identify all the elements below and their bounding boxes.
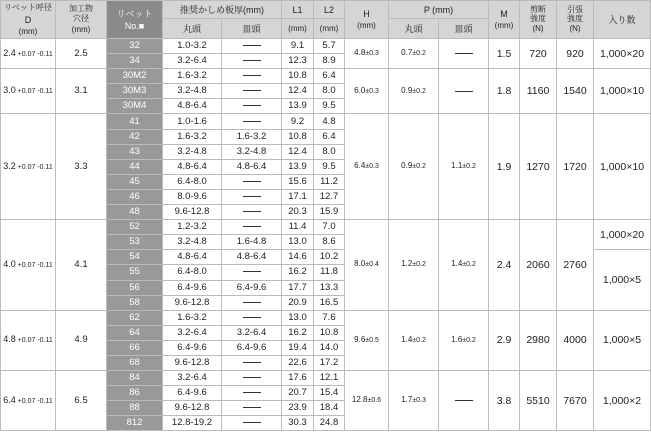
grip-round: 3.2-4.8	[163, 144, 222, 159]
grip-round: 3.2-4.8	[163, 84, 222, 99]
p-countersunk-value	[439, 114, 489, 220]
l2-value: 10.8	[314, 325, 345, 340]
header-p-countersunk: 皿頭	[439, 19, 489, 39]
grip-countersunk: 4.8-6.4	[222, 250, 282, 265]
tol-value: 0.7	[401, 48, 413, 58]
l1-value: 19.4	[282, 340, 314, 355]
rivet-no: 86	[107, 386, 163, 401]
l2-value: 11.8	[314, 265, 345, 280]
m-value: 2.9	[489, 310, 520, 370]
tol-value: 1.4	[451, 259, 463, 269]
rivet-no: 66	[107, 340, 163, 355]
h-value	[345, 220, 389, 311]
rivet-no: 84	[107, 371, 163, 386]
grip-round: 4.8-6.4	[163, 99, 222, 114]
table-row	[1, 114, 651, 129]
rivet-diameter	[1, 310, 56, 370]
tol-value: 1.7	[401, 395, 413, 405]
dash-mark	[243, 422, 261, 423]
tol-value: 6.4	[354, 161, 366, 171]
hole-diameter: 2.5	[56, 39, 107, 69]
grip-round: 6.4-9.6	[163, 386, 222, 401]
grip-countersunk	[222, 310, 282, 325]
header-quantity: 入り数	[594, 1, 651, 39]
table-row	[1, 310, 651, 325]
tol-range: ±0.5	[365, 336, 379, 344]
diameter-value: 4.8	[3, 334, 16, 345]
tol-range: ±0.2	[412, 261, 426, 269]
grip-round: 6.4-9.6	[163, 340, 222, 355]
rivet-no: 58	[107, 295, 163, 310]
grip-round: 9.6-12.8	[163, 401, 222, 416]
header-l1: L1	[282, 1, 314, 19]
l1-value: 13.9	[282, 159, 314, 174]
l1-value: 20.9	[282, 295, 314, 310]
grip-countersunk	[222, 39, 282, 54]
hole-diameter: 4.9	[56, 310, 107, 370]
rivet-no: 46	[107, 189, 163, 204]
grip-round: 3.2-6.4	[163, 325, 222, 340]
shear-value: 5510	[520, 371, 557, 431]
hole-diameter: 3.1	[56, 69, 107, 114]
diameter-tolerance: +0.07 -0.11	[15, 88, 53, 96]
quantity-value: 1,000×10	[594, 69, 651, 114]
hole-diameter: 6.5	[56, 371, 107, 431]
l2-value: 8.6	[314, 235, 345, 250]
diameter-tolerance: +0.07 -0.11	[15, 337, 53, 345]
table-row	[1, 220, 651, 235]
l1-value: 13.0	[282, 310, 314, 325]
diameter-value: 4.0	[3, 258, 16, 269]
rivet-no: 44	[107, 159, 163, 174]
p-countersunk-value	[439, 39, 489, 69]
grip-round: 1.6-3.2	[163, 69, 222, 84]
l1-value: 12.4	[282, 84, 314, 99]
l1-value: 9.2	[282, 114, 314, 129]
rivet-no: 64	[107, 325, 163, 340]
shear-value: 2060	[520, 220, 557, 311]
quantity-value-bottom: 1,000×5	[594, 250, 651, 310]
tol-value: 1.6	[451, 334, 463, 344]
tensile-value: 1540	[557, 69, 594, 114]
p-round-value	[389, 39, 439, 69]
l1-value: 23.9	[282, 401, 314, 416]
l2-value: 6.4	[314, 69, 345, 84]
header-round-head: 丸頭	[163, 19, 222, 39]
l2-value: 8.9	[314, 54, 345, 69]
dash-mark	[243, 302, 261, 303]
rivet-no: 30M3	[107, 84, 163, 99]
grip-countersunk: 6.4-9.6	[222, 280, 282, 295]
shear-value: 1270	[520, 114, 557, 220]
table-row	[1, 371, 651, 386]
dash-mark	[243, 317, 261, 318]
grip-round: 3.2-6.4	[163, 54, 222, 69]
grip-round: 4.8-6.4	[163, 250, 222, 265]
m-value: 1.8	[489, 69, 520, 114]
rivet-no: 53	[107, 235, 163, 250]
grip-round: 3.2-4.8	[163, 235, 222, 250]
grip-countersunk	[222, 355, 282, 370]
grip-round: 9.6-12.8	[163, 355, 222, 370]
dash-mark	[243, 90, 261, 91]
dash-mark	[243, 181, 261, 182]
header-l1-unit: (mm)	[282, 19, 314, 39]
grip-countersunk: 4.8-6.4	[222, 159, 282, 174]
tol-range: ±0.3	[412, 397, 426, 405]
h-value	[345, 114, 389, 220]
dash-mark	[243, 226, 261, 227]
header-rivet-diameter: リベット呼径 D (mm)	[1, 1, 56, 39]
grip-round: 8.0-9.6	[163, 189, 222, 204]
p-countersunk-value	[439, 220, 489, 311]
p-countersunk-value	[439, 69, 489, 114]
dash-mark	[455, 53, 473, 54]
dash-mark	[243, 377, 261, 378]
header-countersunk: 皿頭	[222, 19, 282, 39]
l2-value: 12.7	[314, 189, 345, 204]
tol-value: 6.0	[354, 85, 366, 95]
dash-mark	[243, 75, 261, 76]
grip-round: 9.6-12.8	[163, 295, 222, 310]
tol-value: 1.2	[401, 259, 413, 269]
grip-countersunk	[222, 69, 282, 84]
rivet-no: 30M4	[107, 99, 163, 114]
p-round-value	[389, 69, 439, 114]
l1-value: 16.2	[282, 265, 314, 280]
rivet-no: 62	[107, 310, 163, 325]
l2-value: 7.6	[314, 310, 345, 325]
tol-range: ±0.4	[365, 261, 379, 269]
grip-round: 1.0-3.2	[163, 39, 222, 54]
header-grip-range: 推奨かしめ板厚(mm)	[163, 1, 282, 19]
header-p-round: 丸頭	[389, 19, 439, 39]
grip-countersunk	[222, 114, 282, 129]
tensile-value: 7670	[557, 371, 594, 431]
shear-value: 2980	[520, 310, 557, 370]
rivet-no: 45	[107, 174, 163, 189]
grip-countersunk	[222, 84, 282, 99]
grip-countersunk	[222, 401, 282, 416]
grip-round: 6.4-9.6	[163, 280, 222, 295]
tensile-value: 2760	[557, 220, 594, 311]
diameter-value: 6.4	[3, 394, 16, 405]
rivet-no: 68	[107, 355, 163, 370]
grip-countersunk	[222, 99, 282, 114]
grip-countersunk	[222, 220, 282, 235]
l2-value: 10.2	[314, 250, 345, 265]
tol-value: 1.4	[401, 334, 413, 344]
header-h: H (mm)	[345, 1, 389, 39]
tol-range: ±0.3	[365, 50, 379, 58]
l2-value: 9.5	[314, 159, 345, 174]
l2-value: 6.4	[314, 129, 345, 144]
grip-countersunk	[222, 189, 282, 204]
shear-value: 720	[520, 39, 557, 69]
tol-range: ±0.3	[365, 87, 379, 95]
l1-value: 14.6	[282, 250, 314, 265]
m-value: 1.9	[489, 114, 520, 220]
l2-value: 14.0	[314, 340, 345, 355]
rivet-diameter	[1, 69, 56, 114]
table-row	[1, 39, 651, 54]
grip-countersunk	[222, 371, 282, 386]
m-value: 3.8	[489, 371, 520, 431]
tol-range: ±0.2	[462, 163, 476, 171]
grip-countersunk	[222, 295, 282, 310]
l1-value: 22.6	[282, 355, 314, 370]
grip-round: 3.2-6.4	[163, 371, 222, 386]
m-value: 2.4	[489, 220, 520, 311]
l1-value: 16.2	[282, 325, 314, 340]
grip-round: 1.2-3.2	[163, 220, 222, 235]
dash-mark	[243, 362, 261, 363]
table-body	[1, 39, 651, 431]
tol-value: 8.0	[354, 259, 366, 269]
quantity-value: 1,000×20	[594, 39, 651, 69]
l2-value: 15.9	[314, 205, 345, 220]
hole-diameter: 3.3	[56, 114, 107, 220]
diameter-value: 3.2	[3, 160, 16, 171]
h-value	[345, 310, 389, 370]
l1-value: 12.3	[282, 54, 314, 69]
l1-value: 9.1	[282, 39, 314, 54]
dash-mark	[243, 196, 261, 197]
grip-countersunk	[222, 205, 282, 220]
grip-round: 1.6-3.2	[163, 310, 222, 325]
diameter-value: 2.4	[3, 47, 16, 58]
dash-mark	[243, 271, 261, 272]
l2-value: 8.0	[314, 84, 345, 99]
quantity-value: 1,000×2	[594, 371, 651, 431]
header-shear-strength: 剪断強度 (N)	[520, 1, 557, 39]
p-round-value	[389, 114, 439, 220]
h-value	[345, 39, 389, 69]
dash-mark	[243, 105, 261, 106]
l1-value: 20.7	[282, 386, 314, 401]
diameter-tolerance: +0.07 -0.11	[15, 261, 53, 269]
dash-mark	[243, 211, 261, 212]
l1-value: 10.8	[282, 129, 314, 144]
l1-value: 30.3	[282, 416, 314, 431]
dash-mark	[243, 407, 261, 408]
rivet-no: 48	[107, 205, 163, 220]
header-rivet-no: リベット No.■	[107, 1, 163, 39]
rivet-no: 34	[107, 54, 163, 69]
tol-range: ±0.2	[462, 261, 476, 269]
tol-range: ±0.2	[412, 87, 426, 95]
l2-value: 11.2	[314, 174, 345, 189]
rivet-diameter	[1, 114, 56, 220]
grip-round: 1.6-3.2	[163, 129, 222, 144]
quantity-value: 1,000×10	[594, 114, 651, 220]
header-m: M (mm)	[489, 1, 520, 39]
p-round-value	[389, 220, 439, 311]
l1-value: 17.1	[282, 189, 314, 204]
grip-round: 6.4-8.0	[163, 174, 222, 189]
l2-value: 4.8	[314, 114, 345, 129]
l2-value: 8.0	[314, 144, 345, 159]
rivet-no: 56	[107, 280, 163, 295]
grip-countersunk	[222, 416, 282, 431]
grip-round: 4.8-6.4	[163, 159, 222, 174]
rivet-no: 54	[107, 250, 163, 265]
tensile-value: 4000	[557, 310, 594, 370]
dash-mark	[455, 400, 473, 401]
l1-value: 13.9	[282, 99, 314, 114]
dash-mark	[243, 45, 261, 46]
rivet-no: 42	[107, 129, 163, 144]
dash-mark	[243, 60, 261, 61]
l2-value: 24.8	[314, 416, 345, 431]
l1-value: 17.6	[282, 371, 314, 386]
shear-value: 1160	[520, 69, 557, 114]
quantity-value-top: 1,000×20	[594, 220, 651, 250]
l2-value: 12.1	[314, 371, 345, 386]
rivet-no: 32	[107, 39, 163, 54]
tol-value: 1.1	[451, 161, 463, 171]
rivet-no: 88	[107, 401, 163, 416]
grip-round: 1.0-1.6	[163, 114, 222, 129]
grip-countersunk	[222, 386, 282, 401]
diameter-tolerance: +0.07 -0.11	[15, 163, 53, 171]
tol-range: ±0.2	[462, 336, 476, 344]
grip-round: 6.4-8.0	[163, 265, 222, 280]
tol-value: 9.6	[354, 334, 366, 344]
grip-countersunk: 3.2-6.4	[222, 325, 282, 340]
tol-range: ±0.3	[365, 163, 379, 171]
l2-value: 5.7	[314, 39, 345, 54]
header-hole-diameter: 加工物穴径 (mm)	[56, 1, 107, 39]
header-p: P (mm)	[389, 1, 489, 19]
rivet-no: 41	[107, 114, 163, 129]
h-value	[345, 371, 389, 431]
rivet-diameter	[1, 39, 56, 69]
header-tensile-strength: 引張強度 (N)	[557, 1, 594, 39]
dash-mark	[243, 121, 261, 122]
l1-value: 13.0	[282, 235, 314, 250]
l1-value: 12.4	[282, 144, 314, 159]
grip-countersunk: 1.6-4.8	[222, 235, 282, 250]
tol-range: ±0.2	[412, 163, 426, 171]
dash-mark	[243, 392, 261, 393]
l2-value: 16.5	[314, 295, 345, 310]
tol-value: 4.8	[354, 48, 366, 58]
l2-value: 13.3	[314, 280, 345, 295]
rivet-no: 30M2	[107, 69, 163, 84]
grip-countersunk: 3.2-4.8	[222, 144, 282, 159]
l1-value: 20.3	[282, 205, 314, 220]
rivet-diameter	[1, 220, 56, 311]
table-row	[1, 69, 651, 84]
grip-round: 9.6-12.8	[163, 205, 222, 220]
l2-value: 18.4	[314, 401, 345, 416]
dash-mark	[455, 91, 473, 92]
grip-countersunk	[222, 265, 282, 280]
tol-value: 0.9	[401, 161, 413, 171]
header-l2-unit: (mm)	[314, 19, 345, 39]
l2-value: 15.4	[314, 386, 345, 401]
diameter-tolerance: +0.07 -0.11	[15, 50, 53, 58]
tol-range: ±0.2	[412, 336, 426, 344]
header-l2: L2	[314, 1, 345, 19]
l1-value: 17.7	[282, 280, 314, 295]
grip-round: 12.8-19.2	[163, 416, 222, 431]
l2-value: 9.5	[314, 99, 345, 114]
grip-countersunk: 6.4-9.6	[222, 340, 282, 355]
tol-range: ±0.2	[412, 50, 426, 58]
m-value: 1.5	[489, 39, 520, 69]
diameter-tolerance: +0.07 -0.11	[15, 397, 53, 405]
grip-countersunk: 1.6-3.2	[222, 129, 282, 144]
diameter-value: 3.0	[3, 85, 16, 96]
p-countersunk-value	[439, 371, 489, 431]
l1-value: 10.8	[282, 69, 314, 84]
rivet-no: 55	[107, 265, 163, 280]
l2-value: 17.2	[314, 355, 345, 370]
tol-range: ±0.6	[367, 397, 382, 405]
tol-value: 12.8	[351, 395, 368, 405]
tensile-value: 1720	[557, 114, 594, 220]
grip-countersunk	[222, 174, 282, 189]
rivet-diameter	[1, 371, 56, 431]
grip-countersunk	[222, 54, 282, 69]
h-value	[345, 69, 389, 114]
p-countersunk-value	[439, 310, 489, 370]
l1-value: 11.4	[282, 220, 314, 235]
rivet-no: 43	[107, 144, 163, 159]
l2-value: 7.0	[314, 220, 345, 235]
quantity-value: 1,000×5	[594, 310, 651, 370]
hole-diameter: 4.1	[56, 220, 107, 311]
rivet-no: 52	[107, 220, 163, 235]
p-round-value	[389, 310, 439, 370]
tol-value: 0.9	[401, 85, 413, 95]
rivet-no: 812	[107, 416, 163, 431]
p-round-value	[389, 371, 439, 431]
tensile-value: 920	[557, 39, 594, 69]
l1-value: 15.6	[282, 174, 314, 189]
